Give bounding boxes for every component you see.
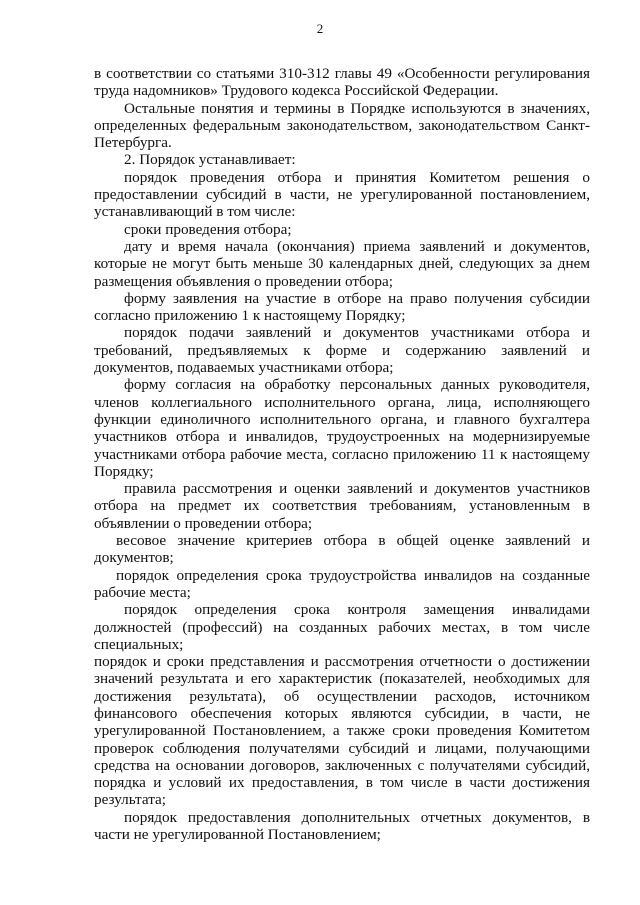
paragraph-1: в соответствии со статьями 310-312 главы 49 «Особенности регулирования труда надомников» Трудового кодекса Российской Федерации.	[94, 65, 590, 100]
paragraph-14: порядок и сроки представления и рассмотрения отчетности о достижении значений результата и его характеристик (показателей, необходимых для достижения результата), об осуществлении расходов, источником финансового обеспечения которых являются субсидии, в части, не урегулированной Постановлением, а также сроки проведения Комитетом проверок соблюдения получателями субсидий и лицами, получающими средства на основании договоров, заключенных с получателями субсидий, порядка и условий их предоставления, в том числе в части достижения результата;	[94, 653, 590, 809]
paragraph-10: правила рассмотрения и оценки заявлений и документов участников отбора на предмет их соответствия требованиям, установленным в объявлении о проведении отбора;	[94, 480, 590, 532]
paragraph-11: весовое значение критериев отбора в общей оценке заявлений и документов;	[94, 532, 590, 567]
paragraph-9: форму согласия на обработку персональных данных руководителя, членов коллегиального исполнительного органа, лица, исполняющего функции единоличного исполнительного органа, и главного бухгалтера участников отбора и инвалидов, трудоустроенных на модернизируемые участниками отбора рабочие места, согласно приложению 11 к настоящему Порядку;	[94, 376, 590, 480]
document-body	[94, 65, 590, 843]
paragraph-8: порядок подачи заявлений и документов участниками отбора и требований, предъявляемых к форме и содержанию заявлений и документов, подаваемых участниками отбора;	[94, 324, 590, 377]
paragraph-13: порядок определения срока контроля замещения инвалидами должностей (профессий) на созданных рабочих местах, в том числе специальных;	[94, 601, 590, 653]
paragraph-3: 2. Порядок устанавливает:	[124, 151, 296, 169]
paragraph-15: порядок предоставления дополнительных отчетных документов, в части не урегулированной Постановлением;	[94, 808, 590, 844]
paragraph-4: порядок проведения отбора и принятия Комитетом решения о предоставлении субсидий в части, не урегулированной постановлением, устанавливающий в том числе:	[94, 168, 590, 221]
paragraph-7: форму заявления на участие в отборе на право получения субсидии согласно приложению 1 к настоящему Порядку;	[94, 289, 590, 325]
paragraph-2: Остальные понятия и термины в Порядке используются в значениях, определенных федеральным законодательством, законодательством Санкт-Петербурга.	[94, 99, 590, 152]
paragraph-5: сроки проведения отбора;	[124, 220, 292, 238]
page-number: 2	[316, 21, 324, 36]
paragraph-12: порядок определения срока трудоустройства инвалидов на созданные рабочие места;	[94, 566, 590, 601]
paragraph-6: дату и время начала (окончания) приема заявлений и документов, которые не могут быть меньше 30 календарных дней, следующих за днем размещения объявления о проведении отбора;	[94, 237, 590, 290]
